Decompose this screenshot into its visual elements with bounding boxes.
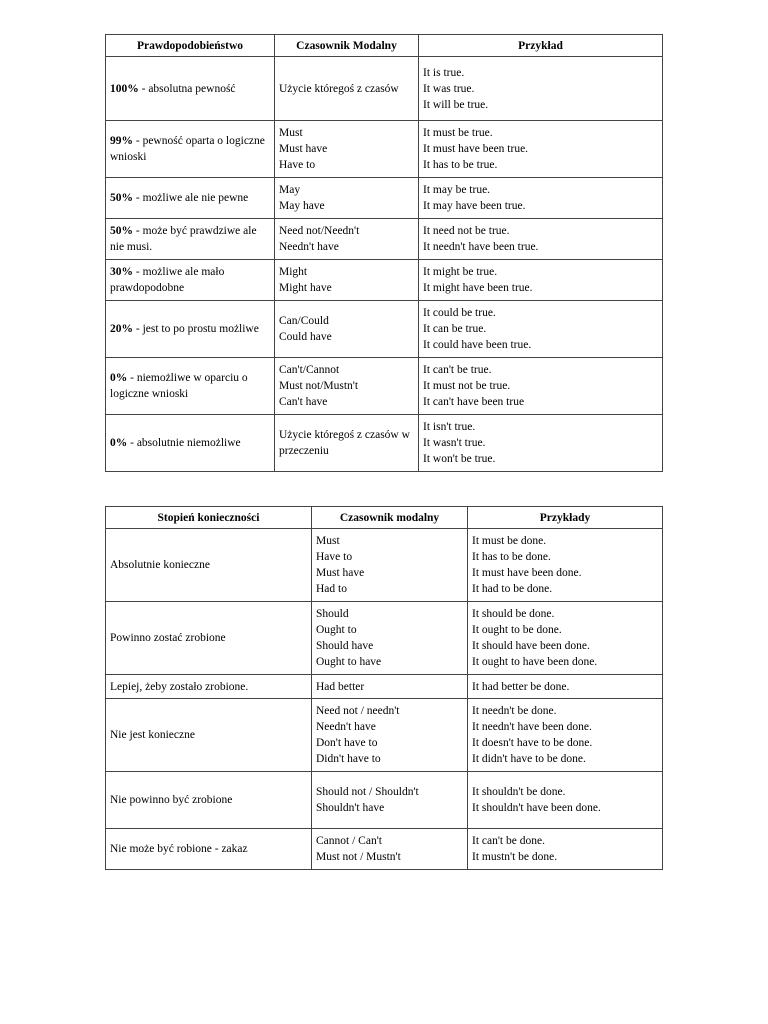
- table-row: [106, 675, 663, 699]
- percentage: 99%: [110, 135, 133, 147]
- table-row: [106, 301, 663, 358]
- column-header-probability: Prawdopodobieństwo: [106, 35, 275, 57]
- example: It ought to be done.: [472, 624, 562, 636]
- table-row: [106, 829, 663, 870]
- table-row: [106, 358, 663, 415]
- necessity-degree-cell: Lepiej, żeby zostało zrobione.: [106, 675, 312, 699]
- example: It doesn't have to be done.: [472, 737, 593, 749]
- example-cell: [468, 829, 663, 870]
- table-row: [106, 772, 663, 829]
- modal-verb: May have: [279, 200, 325, 212]
- example: It needn't have been done.: [472, 721, 592, 733]
- modal-verb: May: [279, 184, 301, 196]
- modal-verb: Ought to have: [316, 656, 382, 668]
- percentage: 0%: [110, 372, 128, 384]
- example: It has to be true.: [423, 159, 498, 171]
- percentage: 50%: [110, 192, 133, 204]
- modal-verb: Have to: [316, 551, 353, 563]
- modal-verb: Need not/Needn't: [279, 225, 360, 237]
- necessity-degree-cell: Absolutnie konieczne: [106, 529, 312, 602]
- column-header-modal-verb: Czasownik modalny: [312, 507, 468, 529]
- probability-cell: [106, 219, 275, 260]
- example: It need not be true.: [423, 225, 510, 237]
- example-cell: [419, 178, 663, 219]
- modal-cell: [275, 301, 419, 358]
- modal-cell: [312, 772, 468, 829]
- probability-cell: [106, 260, 275, 301]
- probability-cell: [106, 301, 275, 358]
- percentage: 30%: [110, 266, 133, 278]
- necessity-table: [105, 506, 663, 870]
- modal-verb: Needn't have: [316, 721, 376, 733]
- example: It ought to have been done.: [472, 656, 598, 668]
- example: It was true.: [423, 82, 475, 95]
- column-header-examples: Przykłady: [468, 507, 663, 529]
- example: It won't be true.: [423, 453, 496, 465]
- example-cell: [419, 301, 663, 358]
- percentage: 0%: [110, 437, 128, 449]
- probability-cell: [106, 178, 275, 219]
- modal-verb: Must have: [279, 143, 328, 155]
- example-cell: [468, 772, 663, 829]
- example: It had to be done.: [472, 583, 553, 595]
- modal-verb: Must: [316, 535, 340, 547]
- probability-description: - niemożliwe w oparciu o logiczne wnioski: [110, 372, 248, 400]
- example-cell: [468, 699, 663, 772]
- column-header-example: Przykład: [419, 35, 663, 57]
- example-cell: [419, 260, 663, 301]
- table-header-row: [106, 35, 663, 57]
- modal-verb: Needn't have: [279, 241, 339, 253]
- example: It shouldn't have been done.: [472, 802, 601, 814]
- modal-verb: Must not/Mustn't: [279, 380, 359, 392]
- example: It needn't be done.: [472, 705, 557, 717]
- example-cell: [419, 358, 663, 415]
- modal-verb: Ought to: [316, 624, 357, 636]
- table-row: [106, 219, 663, 260]
- probability-description: - pewność oparta o logiczne wnioski: [110, 135, 265, 163]
- example: It will be true.: [423, 98, 489, 111]
- example: It shouldn't be done.: [472, 786, 566, 798]
- modal-cell: [275, 178, 419, 219]
- example: It may have been true.: [423, 200, 526, 212]
- example-cell: [419, 121, 663, 178]
- example: It could be true.: [423, 307, 496, 319]
- example: It wasn't true.: [423, 437, 486, 449]
- probability-cell: [106, 121, 275, 178]
- probability-cell: [106, 415, 275, 472]
- example: It should be done.: [472, 608, 555, 620]
- necessity-degree-cell: Powinno zostać zrobione: [106, 602, 312, 675]
- table-row: [106, 57, 663, 121]
- modal-cell: [312, 699, 468, 772]
- modal-verb: Didn't have to: [316, 753, 381, 765]
- example: It can be true.: [423, 323, 487, 335]
- table-row: [106, 121, 663, 178]
- modal-cell: [312, 602, 468, 675]
- modal-verb: Can/Could: [279, 315, 329, 327]
- example: It must have been true.: [423, 143, 529, 155]
- percentage: 20%: [110, 323, 133, 335]
- table-row: [106, 260, 663, 301]
- example: It should have been done.: [472, 640, 590, 652]
- necessity-degree-cell: Nie jest konieczne: [106, 699, 312, 772]
- modal-verb: Shouldn't have: [316, 802, 385, 814]
- modal-verb: Might: [279, 266, 308, 278]
- modal-cell: [275, 57, 419, 121]
- example: It needn't have been true.: [423, 241, 539, 253]
- example: It may be true.: [423, 184, 491, 196]
- probability-description: - jest to po prostu możliwe: [133, 323, 259, 335]
- example-cell: [419, 57, 663, 121]
- modal-verb: Had better: [316, 680, 365, 693]
- modal-verb: Użycie któregoś z czasów w przeczeniu: [279, 429, 410, 457]
- table-row: [106, 602, 663, 675]
- modal-cell: [312, 529, 468, 602]
- modal-verb: Should have: [316, 640, 374, 652]
- modal-verb: Użycie któregoś z czasów: [279, 82, 399, 95]
- percentage: 50%: [110, 225, 133, 237]
- modal-verb: Could have: [279, 331, 332, 343]
- table-row: [106, 178, 663, 219]
- example: It must have been done.: [472, 567, 582, 579]
- example: It might be true.: [423, 266, 498, 278]
- example: It is true.: [423, 66, 465, 79]
- example: It must be true.: [423, 127, 493, 139]
- modal-verb: Need not / needn't: [316, 705, 400, 717]
- table-row: [106, 415, 663, 472]
- modal-verb: Had to: [316, 583, 347, 595]
- percentage: 100%: [110, 82, 139, 95]
- example: It could have been true.: [423, 339, 532, 351]
- modal-cell: [275, 358, 419, 415]
- example: It has to be done.: [472, 551, 551, 563]
- modal-verb: Must not / Mustn't: [316, 851, 401, 863]
- column-header-modal-verb: Czasownik Modalny: [275, 35, 419, 57]
- example: It can't be true.: [423, 364, 492, 376]
- modal-verb: Can't/Cannot: [279, 364, 340, 376]
- example: It might have been true.: [423, 282, 533, 294]
- modal-cell: [275, 260, 419, 301]
- modal-cell: [312, 829, 468, 870]
- modal-verb: Should not / Shouldn't: [316, 786, 419, 798]
- probability-cell: [106, 358, 275, 415]
- example: It can't have been true: [423, 396, 525, 408]
- example: It can't be done.: [472, 835, 545, 847]
- modal-cell: [275, 219, 419, 260]
- probability-table: [105, 34, 663, 472]
- modal-verb: Cannot / Can't: [316, 835, 382, 847]
- table-row: [106, 529, 663, 602]
- example-cell: [419, 415, 663, 472]
- modal-cell: [312, 675, 468, 699]
- probability-description: - może być prawdziwe ale nie musi.: [110, 225, 257, 253]
- example: It must not be true.: [423, 380, 511, 392]
- example-cell: [419, 219, 663, 260]
- necessity-degree-cell: Nie może być robione - zakaz: [106, 829, 312, 870]
- modal-verb: Must: [279, 127, 303, 139]
- example: It mustn't be done.: [472, 851, 558, 863]
- table-header-row: [106, 507, 663, 529]
- modal-verb: Might have: [279, 282, 332, 294]
- modal-verb: Don't have to: [316, 737, 378, 749]
- modal-verb: Must have: [316, 567, 365, 579]
- example: It didn't have to be done.: [472, 753, 586, 765]
- modal-verb: Should: [316, 608, 349, 620]
- probability-description: - absolutnie niemożliwe: [127, 437, 241, 449]
- example: It had better be done.: [472, 680, 570, 693]
- table-row: [106, 699, 663, 772]
- modal-cell: [275, 121, 419, 178]
- column-header-necessity-degree: Stopień konieczności: [106, 507, 312, 529]
- necessity-degree-cell: Nie powinno być zrobione: [106, 772, 312, 829]
- example: It must be done.: [472, 535, 547, 547]
- modal-verb: Can't have: [279, 396, 328, 408]
- probability-description: - możliwe ale mało prawdopodobne: [110, 266, 225, 294]
- modal-cell: [275, 415, 419, 472]
- example: It isn't true.: [423, 421, 476, 433]
- modal-verb: Have to: [279, 159, 316, 171]
- probability-cell: [106, 57, 275, 121]
- probability-description: - możliwe ale nie pewne: [133, 192, 249, 204]
- example-cell: [468, 602, 663, 675]
- example-cell: [468, 675, 663, 699]
- example-cell: [468, 529, 663, 602]
- probability-description: - absolutna pewność: [138, 82, 236, 95]
